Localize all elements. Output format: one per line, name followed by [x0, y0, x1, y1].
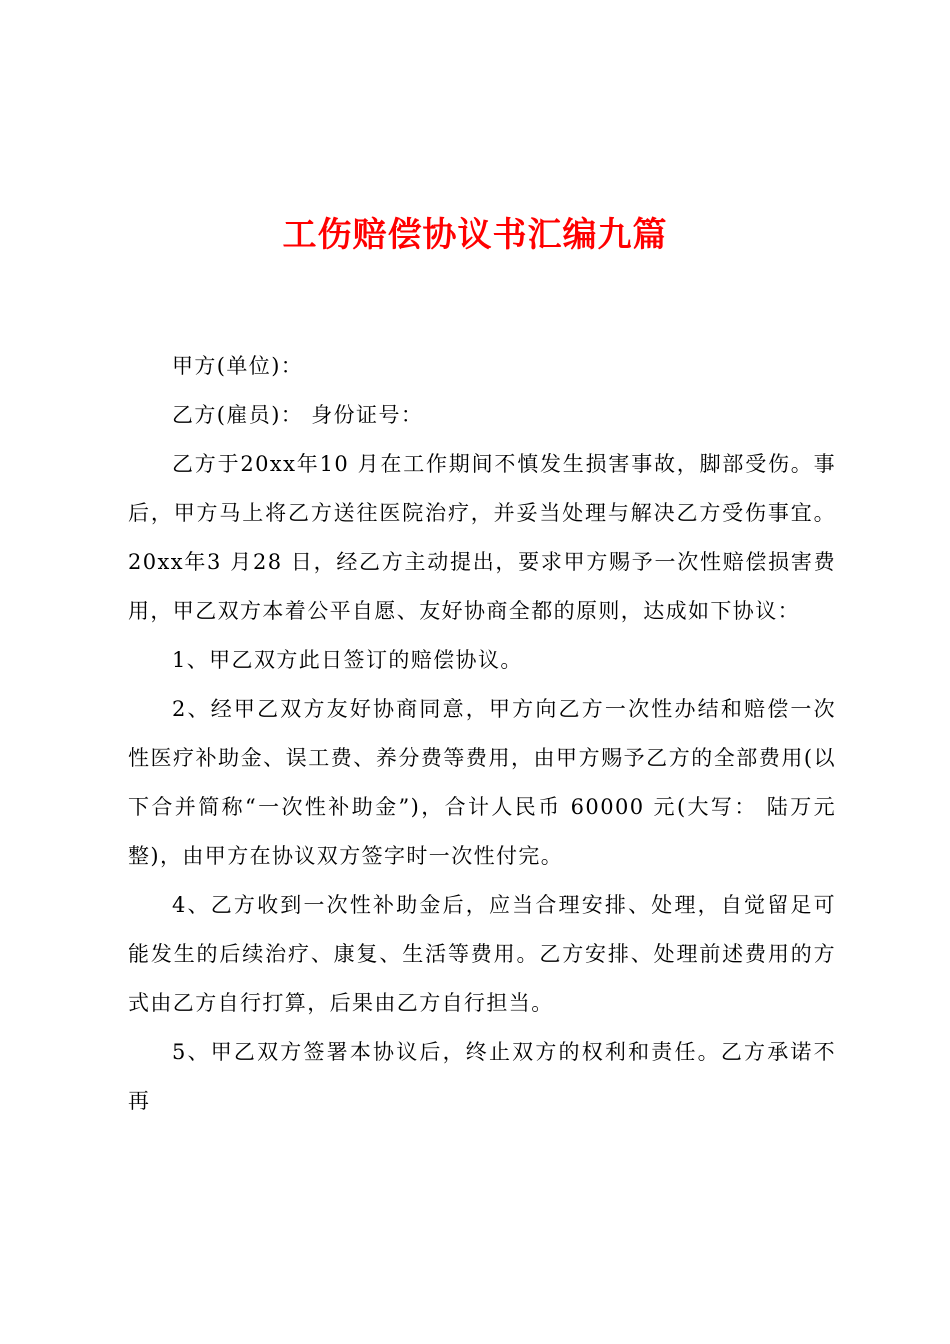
party-a-line: 甲方(单位)： [172, 354, 304, 378]
document-title: 工伤赔偿协议书汇编九篇 [282, 215, 668, 255]
clause-4: 4、乙方收到一次性补助金后，应当合理安排、处理，自觉留足可能发生的后续治疗、康复、生活等费用。乙方安排、处理前述费用的方式由乙方自行打算，后果由乙方自行担当。 [128, 893, 836, 1015]
clause-1: 1、甲乙双方此日签订的赔偿协议。 [172, 648, 523, 672]
background-paragraph: 乙方于20xx年10 月在工作期间不慎发生损害事故，脚部受伤。事后，甲方马上将乙方送往医院治疗，并妥当处理与解决乙方受伤事宜。20xx年3 月28 日，经乙方主动提出，要求甲方赐予一次性赔偿损害费用，甲乙双方本着公平自愿、友好协商全都的原则，达成如下协议： [128, 452, 836, 623]
clause-2: 2、经甲乙双方友好协商同意，甲方向乙方一次性办结和赔偿一次性医疗补助金、误工费、养分费等费用，由甲方赐予乙方的全部费用(以下合并简称“一次性补助金”)，合计人民币 60000 元(大写： 陆万元整)，由甲方在协议双方签字时一次性付完。 [128, 697, 836, 868]
clause-5: 5、甲乙双方签署本协议后，终止双方的权利和责任。乙方承诺不再 [128, 1040, 836, 1113]
document-body [128, 342, 836, 1126]
party-b-line: 乙方(雇员)： 身份证号： [172, 403, 424, 427]
